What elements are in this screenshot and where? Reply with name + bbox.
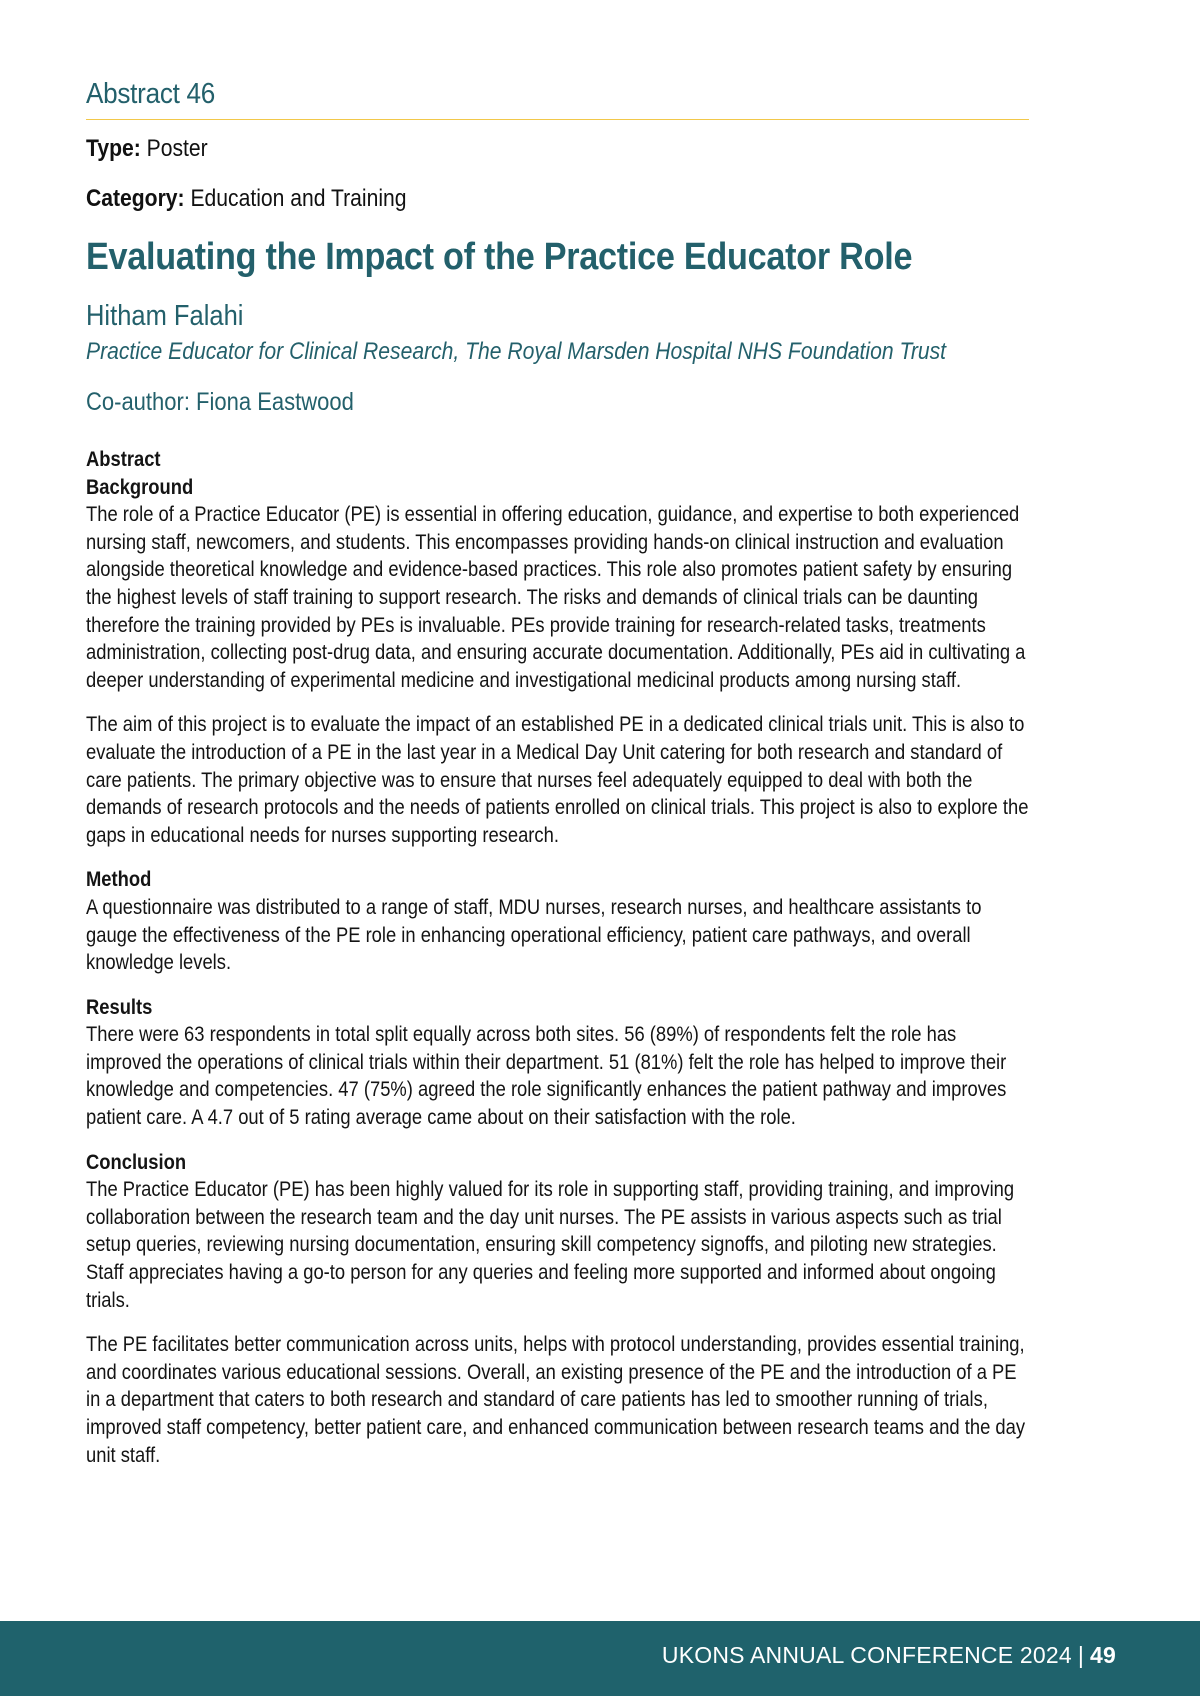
category-value: Education and Training — [190, 185, 407, 212]
abstract-body — [86, 446, 1031, 1469]
page-number: 49 — [1090, 1642, 1116, 1668]
conclusion-paragraph-2: The PE facilitates better communication across units, helps with protocol understanding, provides essential training, and coordinates various educational sessions. Overall, an existing presence of the PE and the introduction of a PE in a department that caters to both research and standard of care patients has led to smoother running of trials, improved staff competency, better patient care, and enhanced communication between research teams and the day unit staff. — [86, 1333, 1026, 1467]
page-footer — [0, 1621, 1200, 1696]
conclusion-heading: Conclusion — [86, 1150, 187, 1174]
type-line — [86, 135, 208, 163]
footer-separator: | — [1077, 1642, 1085, 1668]
category-label: Category: — [86, 185, 185, 212]
results-paragraph: There were 63 respondents in total split equally across both sites. 56 (89%) of respondents felt the role has improved the operations of clinical trials within their department. 51 (81%) felt the role has helped to improve their knowledge and competencies. 47 (75%) agreed the role significantly enhances the patient pathway and improves patient care. A 4.7 out of 5 rating average came about on their satisfaction with the role. — [86, 1023, 1007, 1130]
type-value: Poster — [146, 135, 208, 162]
conference-name: UKONS ANNUAL CONFERENCE 2024 — [661, 1642, 1072, 1668]
results-heading: Results — [86, 995, 153, 1019]
header-divider — [86, 119, 1029, 120]
abstract-heading: Abstract — [86, 448, 161, 471]
article-title: Evaluating the Impact of the Practice Educator Role — [86, 236, 913, 278]
category-line — [86, 185, 407, 213]
author-name: Hitham Falahi — [86, 300, 244, 332]
type-label: Type: — [86, 135, 141, 162]
background-paragraph-2: The aim of this project is to evaluate the impact of an established PE in a dedicated clinical trials unit. This is also to evaluate the introduction of a PE in the last year in a Medical Day Unit catering for both research and standard of care patients. The primary objective was to ensure that nurses feel adequately equipped to deal with both the demands of research protocols and the needs of patients enrolled on clinical trials. This project is also to explore the gaps in educational needs for nurses supporting research. — [86, 713, 1029, 847]
conclusion-paragraph-1: The Practice Educator (PE) has been highly valued for its role in supporting staff, providing training, and improving collaboration between the research team and the day unit nurses. The PE assists in various aspects such as trial setup queries, reviewing nursing documentation, ensuring skill competency signoffs, and piloting new strategies. Staff appreciates having a go-to person for any queries and feeling more supported and informed about ongoing trials. — [86, 1178, 1015, 1312]
coauthor: Co-author: Fiona Eastwood — [86, 388, 354, 416]
abstract-number: Abstract 46 — [86, 78, 216, 110]
author-affiliation: Practice Educator for Clinical Research, The Royal Marsden Hospital NHS Foundation Trust — [86, 338, 947, 365]
background-paragraph-1: The role of a Practice Educator (PE) is essential in offering education, guidance, and expertise to both experienced nursing staff, newcomers, and students. This encompasses providing hands-on clinical instruction and evaluation alongside theoretical knowledge and evidence-based practices. This role also promotes patient safety by ensuring the highest levels of staff training to support research. The risks and demands of clinical trials can be daunting therefore the training provided by PEs is invaluable. PEs provide training for research-related tasks, treatments administration, collecting post-drug data, and ensuring accurate documentation. Additionally, PEs aid in cultivating a deeper understanding of experimental medicine and investigational medicinal products among nursing staff. — [86, 503, 1026, 692]
method-heading: Method — [86, 868, 152, 892]
method-paragraph: A questionnaire was distributed to a range of staff, MDU nurses, research nurses, and healthcare assistants to gauge the effectiveness of the PE role in enhancing operational efficiency, patient care pathways, and overall knowledge levels. — [86, 895, 982, 975]
footer-text — [662, 1642, 1116, 1669]
background-heading: Background — [86, 475, 194, 499]
